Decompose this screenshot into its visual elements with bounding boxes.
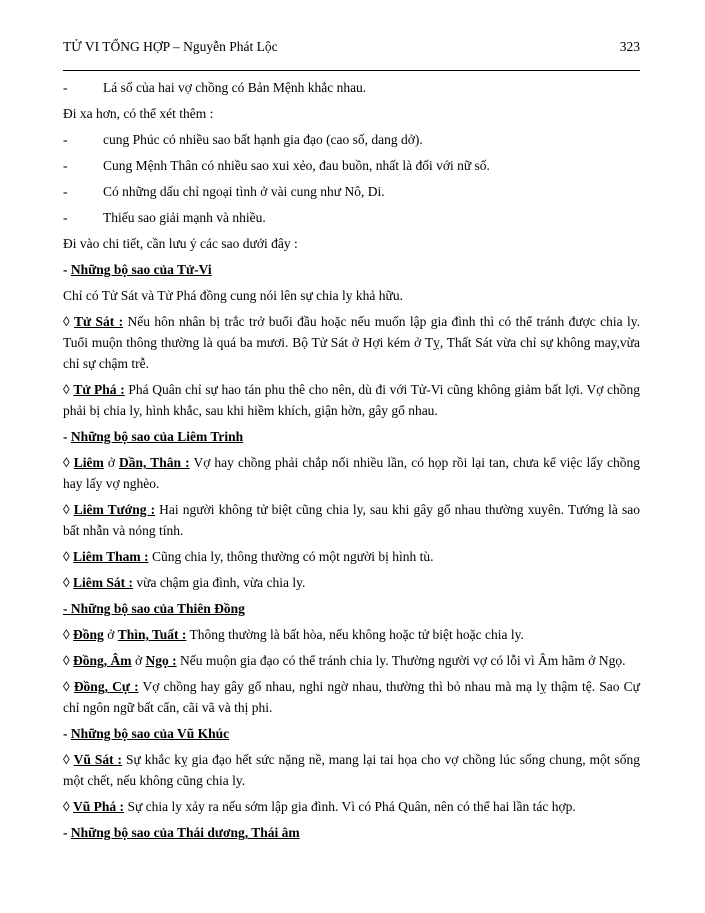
section-heading-text: Những bộ sao của Thái dương, Thái âm <box>70 825 300 840</box>
star-entry-label: Dần, Thân : <box>119 455 190 470</box>
star-entry-label: Vũ Sát : <box>73 752 123 767</box>
star-entry <box>63 796 640 817</box>
section-heading <box>63 426 640 447</box>
paragraph: Đi xa hơn, có thể xét thêm : <box>63 106 214 121</box>
diamond-icon: ◊ <box>63 653 74 668</box>
star-entry-label: Liêm Sát : <box>73 575 134 590</box>
paragraph: Đi vào chi tiết, cần lưu ý các sao dưới đây : <box>63 236 298 251</box>
star-entry-text: Thông thường là bất hòa, nếu không hoặc tử biệt hoặc chia ly. <box>186 627 524 642</box>
star-entry <box>63 379 640 421</box>
star-entry-text: ở <box>131 653 146 668</box>
star-entry-text: Sự chia ly xảy ra nếu sớm lập gia đình. Vì có Phá Quân, nên có thể hai lần tác hợp. <box>124 799 576 814</box>
section-heading-text: Những bộ sao của Tử-Vi <box>70 262 212 277</box>
star-entry-text: Vợ hay chồng phải chắp nối nhiều lần, có họp rồi lại tan, chưa kể việc lấy chồng hay lấy vợ nghèo. <box>63 455 641 491</box>
star-entry <box>63 499 640 541</box>
star-entry-text: Nếu hôn nhân bị trắc trở buổi đầu hoặc nếu muốn lập gia đình thì có thể tránh được chia ly. Tuổi muộn thông thường là quá ba mươi. Bộ Tử Sát ở Hợi kém ở Tỵ, Thất Sát vừa chỉ sự không may,vừa chỉ sự chậm trễ. <box>63 314 641 371</box>
dash-item-text: Lá số của hai vợ chồng có Bản Mệnh khắc nhau. <box>103 80 367 95</box>
dash-bullet: - <box>63 184 68 199</box>
star-entry-label: Tử Phá : <box>73 382 125 397</box>
star-entry <box>63 572 640 593</box>
star-entry-label: Đồng, Cự : <box>73 679 139 694</box>
star-entry-text: Vợ chồng hay gây gổ nhau, nghi ngờ nhau, thường thì bỏ nhau mà mạ lỵ thậm tệ. Sao Cự chỉ ngôn ngữ bất cẩn, cãi vã và thị phi. <box>63 679 640 715</box>
star-entry <box>63 452 640 494</box>
star-entry-text: ở <box>103 455 120 470</box>
diamond-icon: ◊ <box>63 382 74 397</box>
star-entry-label: Liêm Tướng : <box>73 502 156 517</box>
heading-dash: - <box>63 601 71 616</box>
diamond-icon: ◊ <box>63 502 74 517</box>
section-heading <box>63 598 640 619</box>
star-entry-text: Cũng chia ly, thông thường có một người bị hình tù. <box>148 549 434 564</box>
dash-list-item <box>63 77 640 98</box>
star-entry-text: Hai người không tử biệt cũng chia ly, sau khi gây gổ nhau thường xuyên. Tướng là sao bất nhẫn và nóng tính. <box>63 502 640 538</box>
section-heading <box>63 259 640 280</box>
star-entry-text: ở <box>103 627 118 642</box>
star-entry <box>63 546 640 567</box>
star-entry-label: Vũ Phá : <box>73 799 125 814</box>
paragraph: Chỉ có Tử Sát và Tử Phá đồng cung nói lên sự chia ly khả hữu. <box>63 288 403 303</box>
header-rule <box>63 70 640 71</box>
star-entry-text: vừa chậm gia đình, vừa chia ly. <box>133 575 306 590</box>
star-entry-label: Tử Sát : <box>74 314 124 329</box>
star-entry-text: Phá Quân chỉ sự hao tán phu thê cho nên, dù đi với Tử-Vi cũng không giảm bất lợi. Vợ chồng phải bị chia ly, hình khắc, sau khi hiềm khích, giận hờn, gây gổ nhau. <box>63 382 641 418</box>
page-header <box>63 38 640 55</box>
star-entry <box>63 676 640 718</box>
diamond-icon: ◊ <box>63 314 75 329</box>
diamond-icon: ◊ <box>63 549 74 564</box>
section-heading-text: Những bộ sao của Liêm Trinh <box>70 429 244 444</box>
section-heading-text: Những bộ sao của Vũ Khúc <box>70 726 230 741</box>
dash-bullet: - <box>63 80 68 95</box>
star-entry <box>63 749 640 791</box>
heading-dash: - <box>63 825 71 840</box>
page-body <box>63 77 640 843</box>
heading-dash: - <box>63 262 71 277</box>
star-entry-label: Đồng <box>73 627 104 642</box>
star-entry-label: Liêm Tham : <box>73 549 149 564</box>
dash-list-item <box>63 129 640 150</box>
dash-item-text: Thiếu sao giải mạnh và nhiều. <box>103 210 266 225</box>
star-entry <box>63 650 640 671</box>
dash-item-text: Có những dấu chỉ ngoại tình ở vài cung như Nô, Di. <box>103 184 385 199</box>
diamond-icon: ◊ <box>63 575 74 590</box>
page-number: 323 <box>619 39 640 54</box>
star-entry-text: Sự khắc kỵ gia đạo hết sức nặng nề, mang lại tai họa cho vợ chồng lúc sống chung, một sống một chết, nếu không cũng chia ly. <box>63 752 640 788</box>
dash-list-item <box>63 181 640 202</box>
star-entry <box>63 624 640 645</box>
heading-dash: - <box>63 726 71 741</box>
heading-dash: - <box>63 429 71 444</box>
star-entry-label: Liêm <box>73 455 104 470</box>
section-heading <box>63 822 640 843</box>
dash-bullet: - <box>63 132 68 147</box>
star-entry-label: Đồng, Âm <box>73 653 132 668</box>
dash-bullet: - <box>63 210 68 225</box>
dash-list-item <box>63 207 640 228</box>
star-entry-label: Thìn, Tuất : <box>117 627 187 642</box>
diamond-icon: ◊ <box>63 679 74 694</box>
dash-item-text: Cung Mệnh Thân có nhiều sao xui xẻo, đau buồn, nhất là đối với nữ số. <box>103 158 490 173</box>
section-heading <box>63 723 640 744</box>
diamond-icon: ◊ <box>63 752 74 767</box>
running-title: TỬ VI TỔNG HỢP – Nguyễn Phát Lộc <box>63 39 278 54</box>
diamond-icon: ◊ <box>63 627 74 642</box>
section-heading-text: Những bộ sao của Thiên Đồng <box>70 601 245 616</box>
star-entry-label: Ngọ : <box>145 653 177 668</box>
star-entry <box>63 311 640 374</box>
dash-bullet: - <box>63 158 68 173</box>
dash-list-item <box>63 155 640 176</box>
diamond-icon: ◊ <box>63 799 74 814</box>
dash-item-text: cung Phúc có nhiều sao bất hạnh gia đạo (cao số, dang dở). <box>103 132 423 147</box>
diamond-icon: ◊ <box>63 455 74 470</box>
star-entry-text: Nếu muộn gia đạo có thể tránh chia ly. Thường người vợ có lỗi vì Âm hãm ở Ngọ. <box>176 653 626 668</box>
